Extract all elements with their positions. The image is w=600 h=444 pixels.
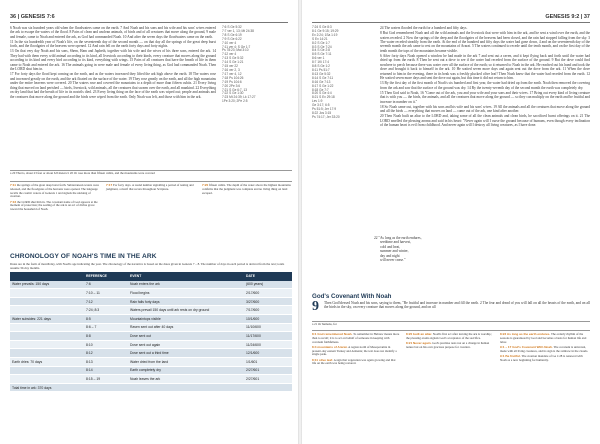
study-note (312, 359, 400, 367)
chapter-number: 9 (312, 299, 319, 314)
left-footnote: a 20 That is, about 23 feet or about 6.8 meters b 20 Or rose more than fifteen cubits, and the mountains were covered (10, 171, 155, 175)
study-note (312, 333, 400, 344)
xref-entry[interactable]: 7:11 ver 4; S Ge 1:7 (222, 44, 251, 49)
xref-entry[interactable]: 8:16 Ge 7:13 (312, 79, 331, 84)
table-cell: 8:15 – 19 (84, 375, 128, 384)
study-note (202, 184, 292, 195)
table-cell: 8:8 (84, 332, 128, 341)
poem-line: will never cease." (380, 258, 406, 263)
verse-paragraph: 11 In the six hundredth year of Noah's life, on the seventeenth day of the second month — on that day all the springs of the great deep burst forth, and the floodgates of the heavens were opened. 12 And rain fell on the earth forty days and forty nights. (10, 39, 216, 49)
poetry-block (374, 236, 421, 263)
note-text: For forty days. A round number signalling a period of testing and judgment, a motif that recurs throughout Scripture. (106, 183, 194, 191)
table-cell: 7/17/600 (244, 306, 292, 315)
table-cell: Earth completely dry (128, 366, 244, 375)
poem-line: summer and winter, (380, 249, 409, 254)
note-text: The orderly rhythm of the seasons is guaranteed by God and becomes a basis for human life and labor. (500, 332, 587, 344)
xref-entry[interactable]: 7:12 ver 4 (222, 52, 237, 57)
column-header: DATE (244, 272, 292, 281)
right-cross-references (312, 26, 374, 120)
note-text: the springs of the great deep burst forth. Subterranean waters were released, and the floodgates of the heavens were opened. The language recalls the cosmic waters of Genesis 1 and signals the undoing of creation. (10, 183, 100, 199)
table-cell: Water dried from the land (128, 357, 244, 366)
note-label: 8:21 Never again. (406, 340, 432, 345)
chronology-table (10, 272, 292, 392)
note-text: To remember in Hebrew means more than to recall; it is to act on behalf of someone in keeping with covenant faithfulness. (312, 332, 400, 344)
study-note (312, 346, 400, 357)
footnote-rule (312, 321, 590, 322)
xref-entry[interactable]: 7:6 S Ge 5:32 (222, 25, 242, 29)
table-cell (128, 383, 244, 392)
poem-line: seedtime and harvest, (380, 240, 412, 245)
table-cell: 2/27/601 (244, 366, 292, 375)
xref-entry[interactable]: 8:13 Ge 5:32 (312, 71, 331, 76)
table-cell (10, 375, 84, 384)
table-row (10, 323, 292, 332)
xref-entry[interactable]: 8:8 S Ge 1:2 (312, 64, 330, 69)
verse-paragraph: 20 Then Noah built an altar to the LORD and, taking some of all the clean animals and clean birds, he sacrificed burnt offerings on it. 21 The LORD smelled the pleasing aroma and said in his heart: "Never again will I curse the ground because of humans, even though every inclination of the human heart is evil from childhood. And never again will I destroy all living creatures, as I have done. (380, 114, 590, 128)
chronology-header-row (10, 272, 292, 281)
xref-entry[interactable]: 8:6 ver 1 (312, 56, 325, 61)
study-note (500, 346, 590, 354)
xref-entry[interactable]: 7:7 ver 1, 13; Mt 24:38 (222, 28, 254, 33)
verse-paragraph: 18 So Noah came out, together with his sons and his wife and his sons' wives. 19 All the animals and all the creatures that move along the ground and all the birds — everything that moves on land — came out of the ark, one kind after another. (380, 104, 590, 114)
chronology-intro: Dates are in the form of month/day, with Noah's age indicating the year. The chronology of the narrative is based on the dates given in Genesis 7 – 8. The number of days in each period is derived from the text; totals assume 30-day months. (10, 262, 285, 270)
xref-entry[interactable]: 7:23 Mt 24:39; Lk 17:27 (222, 95, 256, 100)
study-notes-column (10, 184, 100, 213)
right-running-header: GENESIS 9:2 | 37 (545, 14, 590, 20)
note-text: A sign that vegetation was again growing and that life on the earth was being restored. (312, 357, 396, 366)
note-label: 7:20 (202, 183, 209, 187)
table-row (10, 314, 292, 323)
verse-paragraph: 6 Noah was six hundred years old when the floodwaters came on the earth. 7 And Noah and his sons and his wife and his sons' wives entered the ark to escape the waters of the flood. 8 Pairs of clean and unclean animals, of birds and of all creatures that move along the ground, 9 male and female, came to Noah and entered the ark, as God had commanded Noah. 10 And after the seven days the floodwaters came on the earth. (10, 26, 216, 39)
table-row (10, 383, 292, 392)
table-cell: 8:10 (84, 340, 128, 349)
right-footnote: a 21 Or humans, for (312, 322, 337, 326)
xref-entry[interactable]: 7:10 ver 4 (222, 40, 237, 45)
note-label: 8:20 built an altar. (406, 332, 433, 336)
xref-entry[interactable]: Ps 78:23; Mal 3:10 (222, 48, 249, 53)
xref-entry[interactable]: Lev 1:9 (312, 99, 323, 104)
table-cell: 10/1/600 (244, 314, 292, 323)
table-cell: Dove sent out a third time (128, 349, 244, 358)
table-cell: 11/17/600 (244, 332, 292, 341)
xref-entry[interactable]: Ps 74:17; Jer 33:20 (312, 114, 340, 119)
table-cell: 1/1/601 (244, 357, 292, 366)
study-note (406, 333, 494, 341)
left-header-rule (10, 22, 288, 23)
xref-entry[interactable]: 7:18 Ps 104:26 (222, 75, 244, 80)
covenant-text: Then God blessed Noah and his sons, saying to them, "Be fruitful and increase in number and fill the earth. 2 The fear and dread of you will fall on all the beasts of the earth, and on all the birds in the sky, on every creature that moves along the ground, and on all (324, 301, 590, 310)
note-label: 8:1 God remembered Noah. (312, 332, 353, 336)
xref-entry[interactable]: 7:9 S Ge 6:22 (222, 36, 242, 41)
column-header: REFERENCE (84, 272, 128, 281)
note-text: The covenant is universal, made with all living creatures, and its sign is the rainbow in the clouds. (500, 344, 589, 353)
table-cell: Noah enters the ark (128, 281, 244, 289)
xref-entry[interactable]: 8:18 Ge 7:7 (312, 87, 329, 92)
right-header-rule (312, 22, 590, 23)
xref-entry[interactable]: 7:13 S Ge 5:32 (222, 56, 244, 61)
table-cell: 7:10 – 11 (84, 289, 128, 298)
xref-entry[interactable]: 8:1 Ge 9:15; 19:29 (312, 28, 339, 33)
note-label: 9:1 – 17 God's Covenant With Noah. (500, 344, 553, 349)
table-row (10, 375, 292, 384)
table-row (10, 281, 292, 289)
study-notes-column (312, 333, 400, 368)
study-note (406, 342, 494, 350)
chronology-title: CHRONOLOGY OF NOAH'S TIME IN THE ARK (10, 253, 157, 260)
study-note (500, 333, 590, 344)
table-cell: 8:5 (84, 314, 128, 323)
note-text: A region north of Mesopotamia in present-day eastern Turkey and Armenia; the text does not identify a single peak. (312, 344, 397, 357)
verse-paragraph: 15 Then God said to Noah, 16 "Come out of the ark, you and your wife and your sons and their wives. 17 Bring out every kind of living creature that is with you — the birds, the animals, and all the creatures that move along the ground — so they can multiply on the earth and be fruitful and increase in number on it." (380, 90, 590, 104)
column-header (10, 272, 84, 281)
table-row (10, 340, 292, 349)
table-cell: Water prevails: 150 days (10, 281, 84, 289)
verse-paragraph: 13 On that very day Noah and his sons, Shem, Ham and Japheth, together with his wife and the wives of his three sons, entered the ark. 14 They had with them every wild animal according to its kind, all livestock according to their kinds, every creature that moves along the ground according to its kind and every bird according to its kind, everything with wings. 15 Pairs of all creatures that have the breath of life in them came to Noah and entered the ark. 16 The animals going in were male and female of every living thing, as God had commanded Noah. Then the LORD shut him in. (10, 49, 216, 72)
poem-line: 22 "As long as the earth endures, (374, 236, 422, 240)
table-cell: 8:6 – 7 (84, 323, 128, 332)
verse-paragraph: 8 But God remembered Noah and all the wild animals and the livestock that were with him in the ark, and he sent a wind over the earth, and the waters receded. 2 Now the springs of the deep and the floodgates of the heavens had been closed, and the rain had stopped falling from the sky. 3 The water receded steadily from the earth. At the end of the hundred and fifty days the water had gone down, 4 and on the seventeenth day of the seventh month the ark came to rest on the mountains of Ararat. 5 The waters continued to recede until the tenth month, and on the first day of the tenth month the tops of the mountains became visible. (380, 31, 590, 53)
study-notes-column (500, 333, 590, 364)
xref-entry[interactable]: 7:21 S Ge 6:7, 13 (222, 87, 247, 92)
table-row (10, 366, 292, 375)
xref-entry[interactable]: 8:2 S Ge 1:7 (312, 40, 330, 45)
note-text: the LORD shut him in. The covenant name of God appears at the moment of protection; the sealing of the ark is an act of divine grace toward the household of Noah. (10, 199, 98, 212)
study-note (10, 201, 100, 212)
table-cell: 7:24; 8:3 (84, 306, 128, 315)
xref-entry[interactable]: Ge 3:17; 6:5 (312, 103, 330, 108)
note-text: God's promise rests not on a change in human nature but on his own gracious purpose for creation. (406, 340, 490, 349)
table-cell: 7:12 (84, 297, 128, 306)
table-cell: Water subsides: 221 days (10, 314, 84, 323)
left-body-text (10, 26, 216, 100)
xref-entry[interactable]: 7:17 ver 4, 12 (222, 71, 242, 76)
table-cell: 8:13 (84, 357, 128, 366)
table-cell: 11/10/600 (244, 323, 292, 332)
column-header: EVENT (128, 272, 244, 281)
xref-entry[interactable]: 8:11 Ps 51:7 (312, 67, 330, 72)
table-cell (10, 297, 84, 306)
xref-entry[interactable]: 8:7 1Ki 17:4 (312, 60, 330, 65)
xref-entry[interactable]: 7:20 2Pe 3:6 (222, 83, 241, 88)
study-notes-column (106, 184, 196, 193)
notes-rule (10, 181, 292, 182)
note-text: Noah's first act after leaving the ark is worship; the pleasing aroma signals God's acceptance of the sacrifice. (406, 332, 492, 340)
table-cell (10, 332, 84, 341)
table-cell: 11/24/600 (244, 340, 292, 349)
table-cell (10, 306, 84, 315)
note-label: 9:1 Be fruitful. (500, 353, 521, 358)
note-text: The creation mandate of Ge 1:28 is renewed with Noah as a new beginning for humanity. (500, 353, 583, 362)
section-heading: God's Covenant With Noah (312, 293, 392, 300)
right-body-text (380, 26, 590, 128)
poem-line: day and night (380, 253, 400, 258)
table-cell: Total time in ark: 370 days (10, 383, 84, 392)
study-note (10, 184, 100, 199)
xref-entry[interactable]: 8:20 S Ge 4:4 (312, 91, 332, 96)
left-running-header: 36 | GENESIS 7:6 (10, 14, 55, 20)
table-row (10, 357, 292, 366)
table-cell (10, 323, 84, 332)
xref-entry[interactable]: 8:5 S Ge 7:11 (312, 52, 332, 57)
right-page (302, 0, 600, 444)
note-label: 8:22 As long as the earth endures. (500, 332, 551, 336)
note-label: 7:11 (10, 183, 17, 187)
xref-entry[interactable]: 7:14 S Ge 1:21 (222, 60, 244, 65)
poem-line: cold and heat, (380, 244, 401, 249)
table-cell: Dove sent out again (128, 340, 244, 349)
table-cell (10, 349, 84, 358)
table-cell: Mountaintops visible (128, 314, 244, 323)
table-cell (10, 289, 84, 298)
xref-entry[interactable]: Ex 2:24; 1Sa 1:19 (312, 32, 338, 37)
table-row (10, 306, 292, 315)
xref-entry[interactable]: Ps 51:5; Jer 17:9 (312, 107, 337, 112)
study-notes-column (202, 184, 292, 197)
table-cell: Dove sent out (128, 332, 244, 341)
xref-entry[interactable]: 7:19 Ps 104:6 (222, 79, 242, 84)
xref-entry[interactable]: 1Pe 3:20; 2Pe 2:5 (222, 99, 248, 104)
verse-paragraph: 17 For forty days the flood kept coming on the earth, and as the waters increased they lifted the ark high above the earth. 18 The waters rose and increased greatly on the earth, and the ark floated on the surface of the water. 19 They rose greatly on the earth, and all the high mountains under the entire heavens were covered. 20 The waters rose and covered the mountains to a depth of more than fifteen cubits. 21 Every living thing that moved on land perished — birds, livestock, wild animals, all the creatures that swarm over the earth, and all mankind. 22 Everything on dry land that had the breath of life in its nostrils died. 23 Every living thing on the face of the earth was wiped out; people and animals and the creatures that move along the ground and the birds were wiped from the earth. Only Noah was left, and those with him in the ark. (10, 72, 216, 99)
note-text: fifteen cubits. The depth of the water above the highest mountains confirms that the judgment was complete and no living thing on land escaped. (202, 183, 291, 195)
xref-entry[interactable]: 7:16 ver 2, 3 (222, 67, 240, 72)
xref-entry[interactable]: 7:8 S Ge 6:19 (222, 32, 242, 37)
xref-entry[interactable]: 7:15 ver 22 (222, 64, 238, 69)
table-cell: 2/27/601 (244, 375, 292, 384)
table-row (10, 349, 292, 358)
verse-paragraph: 24 The waters flooded the earth for a hundred and fifty days. (380, 26, 468, 30)
table-cell: Waters prevail 150 days until ark rests on dry ground (128, 306, 244, 315)
left-page (0, 0, 298, 444)
table-cell (10, 340, 84, 349)
table-cell: 12/1/600 (244, 349, 292, 358)
note-label: 8:4 mountains of Ararat. (312, 344, 348, 349)
table-row (10, 332, 292, 341)
xref-entry[interactable]: S Ex 14:21 (312, 36, 328, 41)
note-label: 7:16 (10, 199, 17, 204)
table-cell (84, 383, 128, 392)
table-cell: Flood begins (128, 289, 244, 298)
note-label: 8:11 olive leaf. (312, 357, 333, 362)
table-cell: 8:14 (84, 366, 128, 375)
table-cell: 2/17/600 (244, 289, 292, 298)
notes-rule (312, 330, 590, 331)
study-notes-column (406, 333, 494, 351)
table-cell (244, 383, 292, 392)
table-row (10, 289, 292, 298)
table-cell: Earth dries: 70 days (10, 357, 84, 366)
xref-entry[interactable]: 8:3 S Ge 7:24 (312, 44, 332, 49)
xref-entry[interactable]: 7:24 S Ge 8:3 (312, 25, 332, 29)
xref-entry[interactable]: 7:22 S Ge 1:30 (222, 91, 244, 96)
table-row (10, 297, 292, 306)
table-cell: 8:12 (84, 349, 128, 358)
table-cell: Noah leaves the ark (128, 375, 244, 384)
table-cell: (600 years) (244, 281, 292, 289)
xref-entry[interactable]: 8:21 S Ex 29:18 (312, 95, 335, 100)
table-cell: 3/27/600 (244, 297, 292, 306)
table-cell: Rain falls forty days (128, 297, 244, 306)
xref-entry[interactable]: 8:14 S Ge 7:11 (312, 75, 334, 80)
left-cross-references (222, 26, 292, 104)
table-cell: Raven sent out after 40 days (128, 323, 244, 332)
verse-paragraph: 13 By the first day of the first month of Noah's six hundred and first year, the water had dried up from the earth. Noah then removed the covering from the ark and saw that the surface of the ground was dry. 14 By the twenty-seventh day of the second month the earth was completely dry. (380, 81, 590, 90)
xref-entry[interactable]: 8:22 Jos 3:15 (312, 110, 332, 115)
study-note (500, 355, 590, 363)
xref-entry[interactable]: 8:17 S Ge 1:22 (312, 83, 334, 88)
xref-entry[interactable]: 8:4 S Ge 2:8 (312, 48, 330, 53)
study-note (106, 184, 196, 192)
note-label: 7:17 (106, 183, 113, 187)
table-cell (10, 366, 84, 375)
table-cell: 7:6 (84, 281, 128, 289)
verse-paragraph: 6 After forty days Noah opened a window he had made in the ark 7 and sent out a raven, and it kept flying back and forth until the water had dried up from the earth. 8 Then he sent out a dove to see if the water had receded from the surface of the ground. 9 But the dove could find nowhere to perch because there was water over all the surface of the earth; so it returned to Noah in the ark. He reached out his hand and took the dove and brought it back to himself in the ark. 10 He waited seven more days and again sent out the dove from the ark. 11 When the dove returned to him in the evening, there in its beak was a freshly plucked olive leaf! Then Noah knew that the water had receded from the earth. 12 He waited seven more days and sent the dove out again, but this time it did not return to him. (380, 53, 590, 81)
